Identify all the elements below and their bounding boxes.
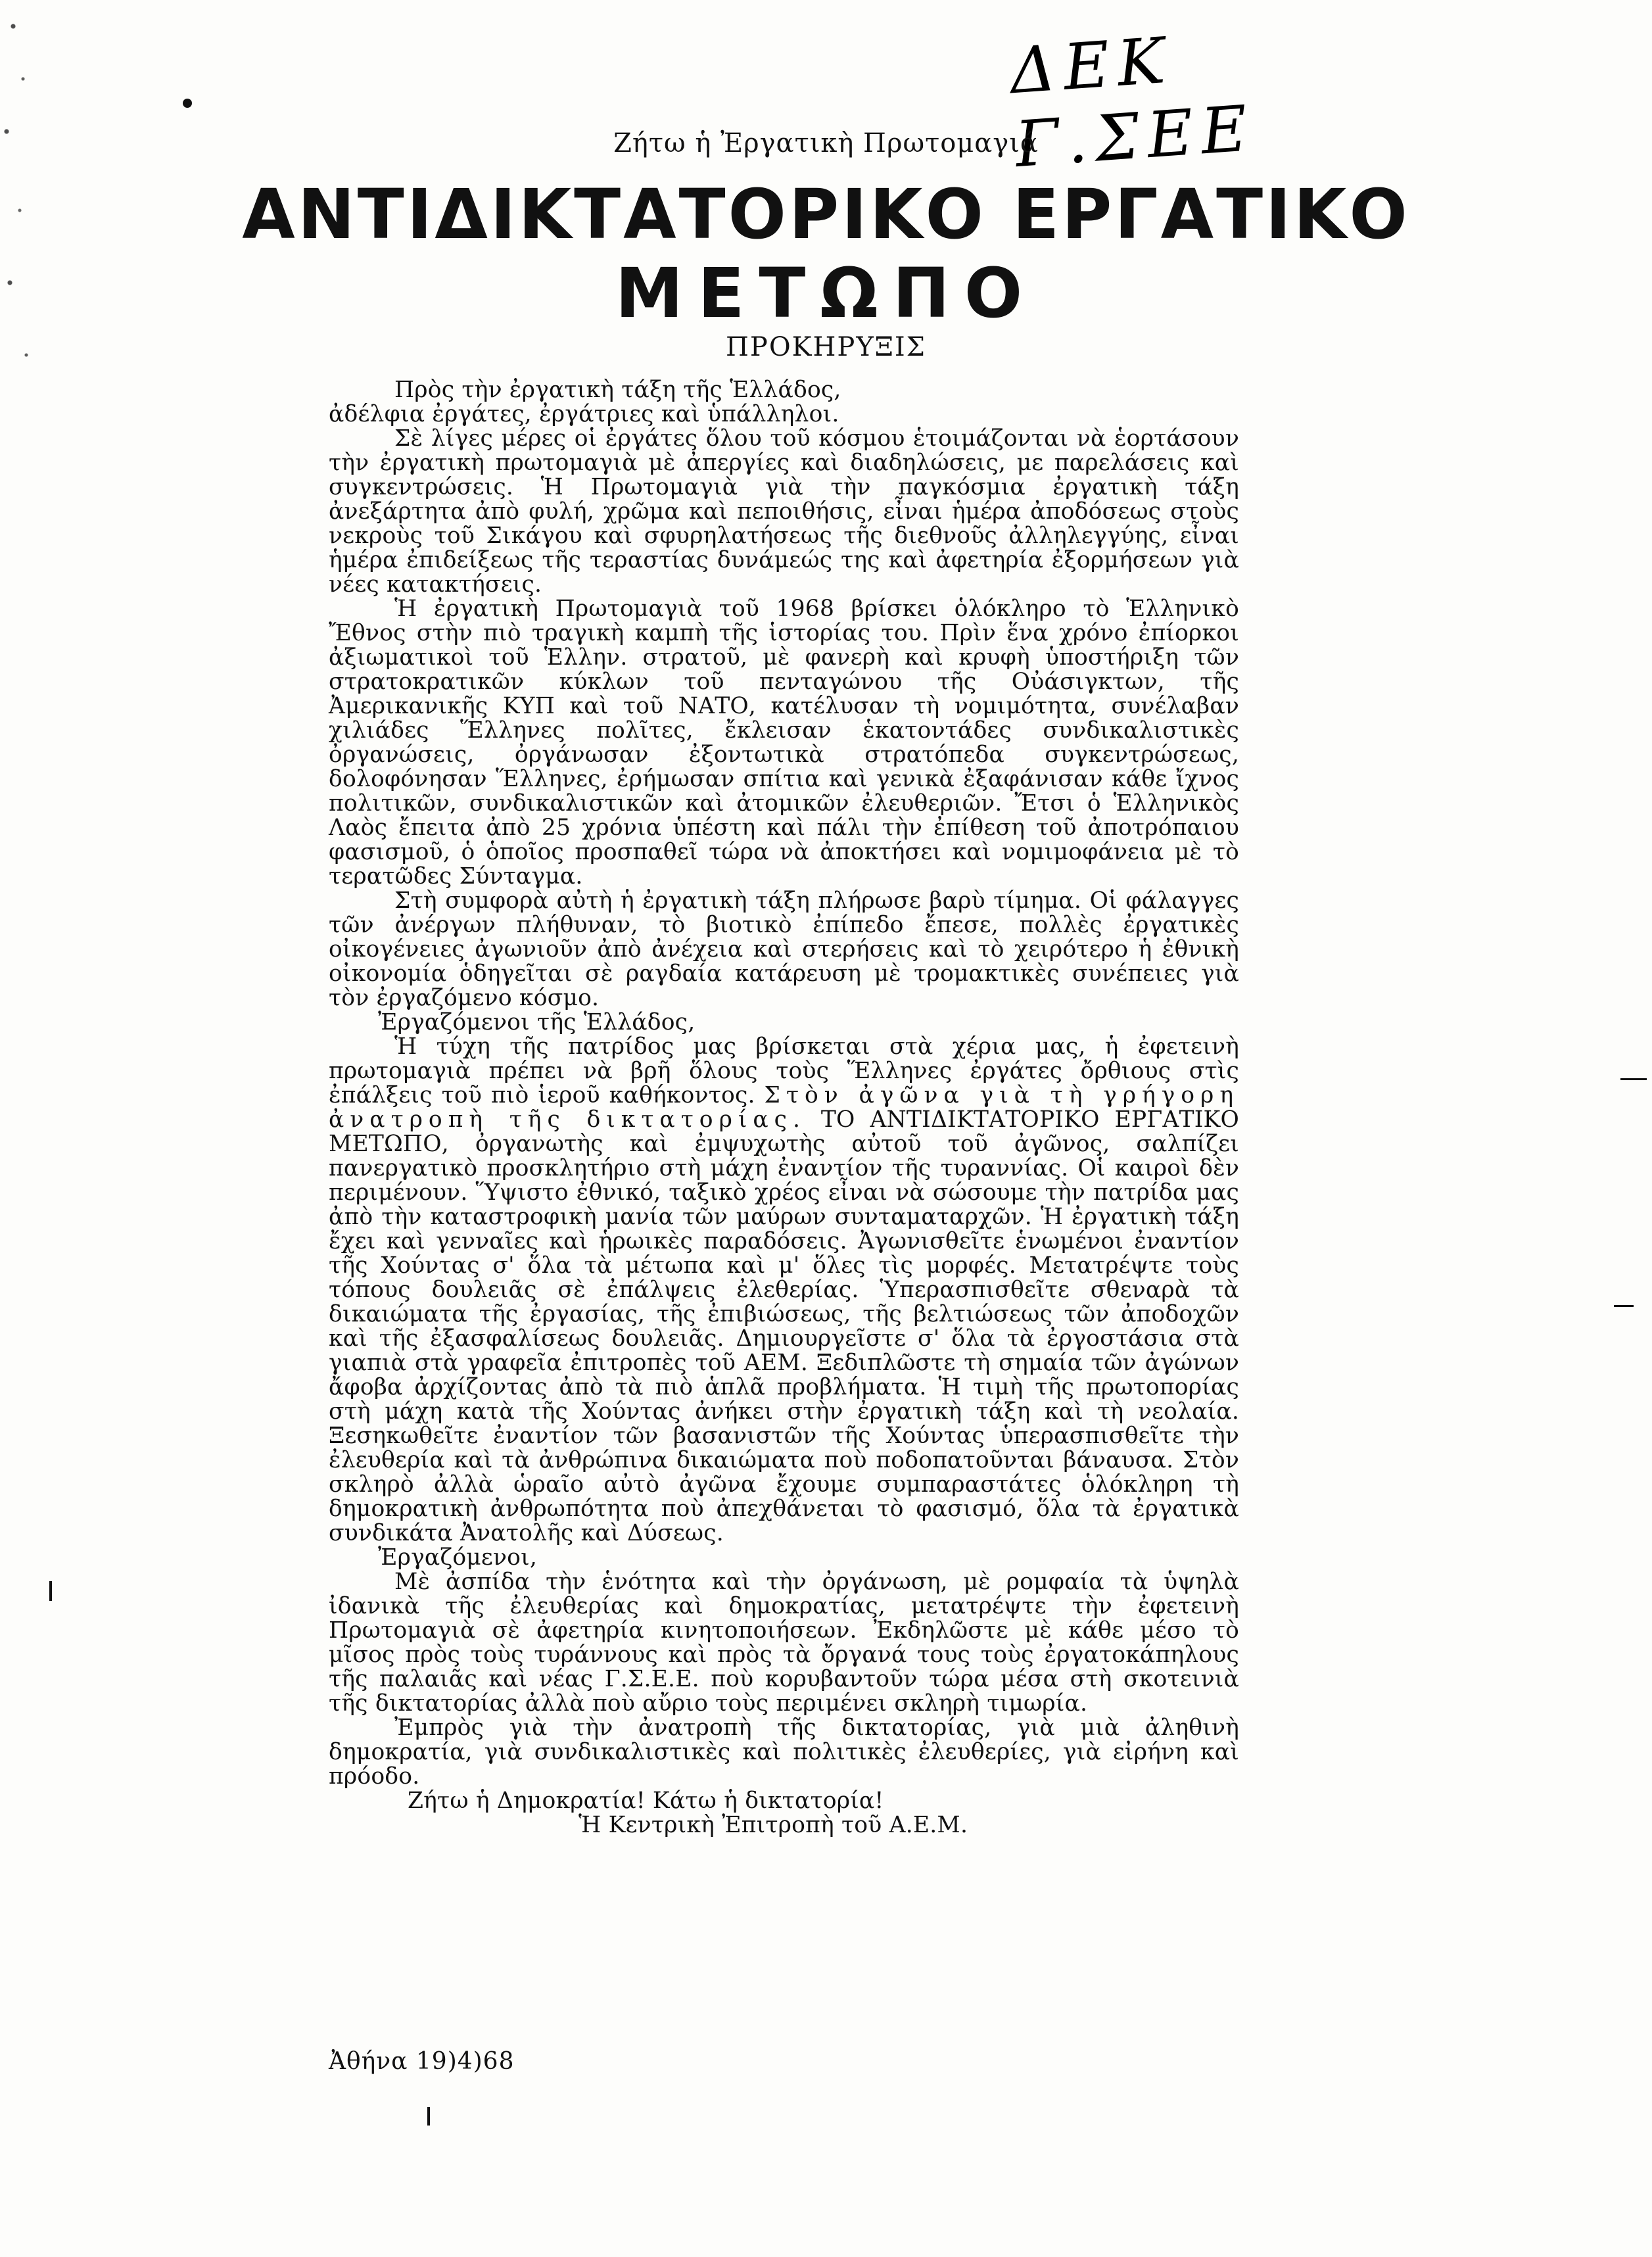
- title-line-1: ΑΝΤΙΔΙΚΤΑΤΟΡΙΚΟ ΕΡΓΑΤΙΚΟ: [242, 174, 1410, 254]
- proclamation-body: [329, 378, 1239, 1838]
- paragraph: [329, 1035, 1239, 1546]
- paragraph: Σὲ λίγες μέρες οἱ ἐργάτες ὅλου τοῦ κόσμου ἑτοιμάζονται νὰ ἑορτάσουν τὴν ἐργατικὴ πρωτομαγιὰ μὲ ἀπεργίες καὶ διαδηλώσεις, με παρελάσεις καὶ συγκεντρώσεις. Ἡ Πρωτομαγιὰ γιὰ τὴν παγκόσμια ἐργατικὴ τάξη ἀνεξάρτητα ἀπὸ φυλή, χρῶμα καὶ πεποιθήσις, εἶναι ἡμέρα ἀποδόσεως στοὺς νεκροὺς τοῦ Σικάγου καὶ σφυρηλατήσεως τῆς διεθνοῦς ἀλληλεγγύης, εἶναι ἡμέρα ἐπιδείξεως τῆς τεραστίας δυνάμεώς της καὶ ἀφετηρία ἐξορμήσεων γιὰ νέες κατακτήσεις.: [329, 425, 1239, 598]
- scan-dot: [183, 99, 192, 108]
- paragraph-text: Ἡ τύχη τῆς πατρίδος μας βρίσκεται στὰ χέρια μας, ἡ ἐφετεινὴ πρωτομαγιὰ πρέπει νὰ βρῆ ὅλους τοὺς Ἕλληνες ἐργάτες ὄρθιους στὶς ἐπάλξεις τοῦ πιὸ ἱεροῦ καθήκοντος.: [329, 1033, 1239, 1108]
- scan-mark: [427, 2107, 430, 2126]
- supertitle: Ζήτω ἡ Ἐργατικὴ Πρωτομαγιά: [613, 128, 1039, 158]
- spaced-emphasis: Στὸν ἀγῶνα γιὰ τὴ γρήγορη ἀνατροπὴ τῆς δικτατορίας.: [329, 1082, 1239, 1133]
- scan-mark: [1620, 1078, 1647, 1080]
- paragraph: Ἐμπρὸς γιὰ τὴν ἀνατροπὴ τῆς δικτατορίας, γιὰ μιὰ ἀληθινὴ δημοκρατία, γιὰ συνδικαλιστικὲς καὶ πολιτικὲς ἐλευθερίες, γιὰ εἰρήνη καὶ πρόοδο.: [329, 1715, 1239, 1790]
- salutation: Πρὸς τὴν ἐργατικὴ τάξη τῆς Ἑλλάδος,: [394, 377, 841, 403]
- scan-mark: [1614, 1305, 1634, 1307]
- handwritten-note: ΔΕΚ Γ.ΣΕΕ: [1007, 23, 1258, 182]
- subtitle: ΠΡΟΚΗΡΥΞΙΣ: [726, 332, 926, 362]
- salutation: Ἐργαζόμενοι,: [378, 1544, 538, 1571]
- paragraph-text: ΤΟ ΑΝΤΙΔΙΚΤΑΤΟΡΙΚΟ ΕΡΓΑΤΙΚΟ ΜΕΤΩΠΟ, ὀργανωτὴς καὶ ἐμψυχωτὴς αὐτοῦ τοῦ ἀγῶνος, σαλπίζει πανεργατικὸ προσκλητήριο στὴ μάχη ἐναντίον τῆς τυραννίας. Οἱ καιροὶ δὲν περιμένουν. Ὕψιστο ἐθνικό, ταξικὸ χρέος εἶναι νὰ σώσουμε τὴν πατρίδα μας ἀπὸ τὴν καταστροφικὴ μανία τῶν μαύρων συνταματαρχῶν. Ἡ ἐργατικὴ τάξη ἔχει καὶ γενναῖες καὶ ἡρωικὲς παραδόσεις. Ἀγωνισθεῖτε ἑνωμένοι ἐναντίον τῆς Χούντας σ' ὅλα τὰ μέτωπα καὶ μ' ὅλες τὶς μορφές. Μετατρέψτε τοὺς τόπους δουλειᾶς σὲ ἐπάλψεις ἐλεθερίας. Ὑπερασπισθεῖτε σθεναρὰ τὰ δικαιώματα τῆς ἐργασίας, τῆς ἐπιβιώσεως, τῆς βελτιώσεως τῶν ἀποδοχῶν καὶ τῆς ἐξασφαλίσεως δουλειᾶς. Δημιουργεῖστε σ' ὅλα τὰ ἐργοστάσια στὰ γιαπιὰ στὰ γραφεῖα ἐπιτροπὲς τοῦ ΑΕΜ. Ξεδιπλῶστε τὴ σημαία τῶν ἀγώνων ἄφοβα ἀρχίζοντας ἀπὸ τὰ πιὸ ἁπλᾶ προβλήματα. Ἡ τιμὴ τῆς πρωτοπορίας στὴ μάχη κατὰ τῆς Χούντας ἀνήκει στὴν ἐργατικὴ τάξη καὶ τὴ νεολαία. Ξεσηκωθεῖτε ἐναντίον τῶν βασανιστῶν τῆς Χούντας ὑπερασπισθεῖτε τὴν ἐλευθερία καὶ τὰ ἀνθρώπινα δικαιώματα ποὺ ποδοπατοῦνται βάναυσα. Στὸν σκληρὸ ἀλλὰ ὡραῖο αὐτὸ ἀγῶνα ἔχουμε συμπαραστάτες ὁλόκληρη τὴ δημοκρατικὴ ἀνθρωπότητα ποὺ ἀπεχθάνεται τὸ φασισμό, ὅλα τὰ ἐργατικὰ συνδικάτα Ἀνατολῆς καὶ Δύσεως.: [329, 1106, 1239, 1546]
- paragraph: Ἡ ἐργατικὴ Πρωτομαγιὰ τοῦ 1968 βρίσκει ὁλόκληρο τὸ Ἑλληνικὸ Ἔθνος στὴν πιὸ τραγικὴ καμπὴ τῆς ἱστορίας του. Πρὶν ἕνα χρόνο ἐπίορκοι ἀξιωματικοὶ τοῦ Ἑλλην. στρατοῦ, μὲ φανερὴ καὶ κρυφὴ ὑποστήριξη τῶν στρατοκρατικῶν κύκλων τοῦ πενταγώνου τῆς Οὐάσιγκτων, τῆς Ἀμερικανικῆς ΚΥΠ καὶ τοῦ ΝΑΤΟ, κατέλυσαν τὴ νομιμότητα, συνέλαβαν χιλιάδες Ἕλληνες πολῖτες, ἔκλεισαν ἑκατοντάδες συνδικαλιστικὲς ὀργανώσεις, ὀργάνωσαν ἐξοντωτικὰ στρατόπεδα συγκεντρώσεως, δολοφόνησαν Ἕλληνες, ἐρήμωσαν σπίτια καὶ γενικὰ ἐξαφάνισαν κάθε ἴχνος πολιτικῶν, συνδικαλιστικῶν καὶ ἀτομικῶν ἐλευθεριῶν. Ἔτσι ὁ Ἑλληνικὸς Λαὸς ἔπειτα ἀπὸ 25 χρόνια ὑπέστη καὶ πάλι τὴν ἐπίθεση τοῦ ἀποτρόπαιου φασισμοῦ, ὁ ὁποῖος προσπαθεῖ τώρα νὰ ἀποκτήσει καὶ νομιμοφάνεια μὲ τὸ τερατῶδες Σύνταγμα.: [329, 596, 1239, 890]
- closing-slogan: Ζήτω ἡ Δημοκρατία! Κάτω ἡ δικτατορία!: [408, 1788, 884, 1814]
- salutation: Ἐργαζόμενοι τῆς Ἑλλάδος,: [378, 1009, 696, 1035]
- paragraph: Μὲ ἀσπίδα τὴν ἑνότητα καὶ τὴν ὀργάνωση, μὲ ρομφαία τὰ ὑψηλὰ ἰδανικὰ τῆς ἐλευθερίας καὶ δημοκρατίας, μετατρέψτε τὴν ἐφετεινὴ Πρωτομαγιὰ σὲ ἀφετηρία κινητοποιήσεων. Ἐκδηλῶστε μὲ κάθε μέσο τὸ μῖσος πρὸς τοὺς τυράννους καὶ πρὸς τὰ ὄργανά τους τοὺς ἐργατοκάπηλους τῆς παλαιᾶς καὶ νέας Γ.Σ.Ε.Ε. ποὺ κορυβαντοῦν τώρα μέσα στὴ σκοτεινιὰ τῆς δικτατορίας ἀλλὰ ποὺ αὔριο τοὺς περιμένει σκληρὴ τιμωρία.: [329, 1569, 1239, 1717]
- date: Ἀθήνα 19)4)68: [329, 2048, 515, 2075]
- scan-mark: [49, 1581, 52, 1601]
- title-line-2: ΜΕΤΩΠΟ: [615, 253, 1037, 333]
- paragraph: Στὴ συμφορὰ αὐτὴ ἡ ἐργατικὴ τάξη πλήρωσε βαρὺ τίμημα. Οἱ φάλαγγες τῶν ἀνέργων πλήθυναν, τὸ βιοτικὸ ἐπίπεδο ἔπεσε, πολλὲς ἐργατικὲς οἰκογένειες ἀγωνιοῦν ἀπὸ ἀνέχεια καὶ στερήσεις καὶ τὸ χειρότερο ἡ ἐθνικὴ οἰκονομία ὁδηγεῖται σὲ ραγδαία κατάρευση μὲ τρομακτικὲς συνέπειες γιὰ τὸν ἐργαζόμενο κόσμο.: [329, 888, 1239, 1011]
- signature: Ἡ Κεντρικὴ Ἐπιτροπὴ τοῦ Α.Ε.Μ.: [578, 1812, 968, 1838]
- salutation: ἀδέλφια ἐργάτες, ἐργάτριες καὶ ὑπάλληλοι.: [329, 401, 839, 427]
